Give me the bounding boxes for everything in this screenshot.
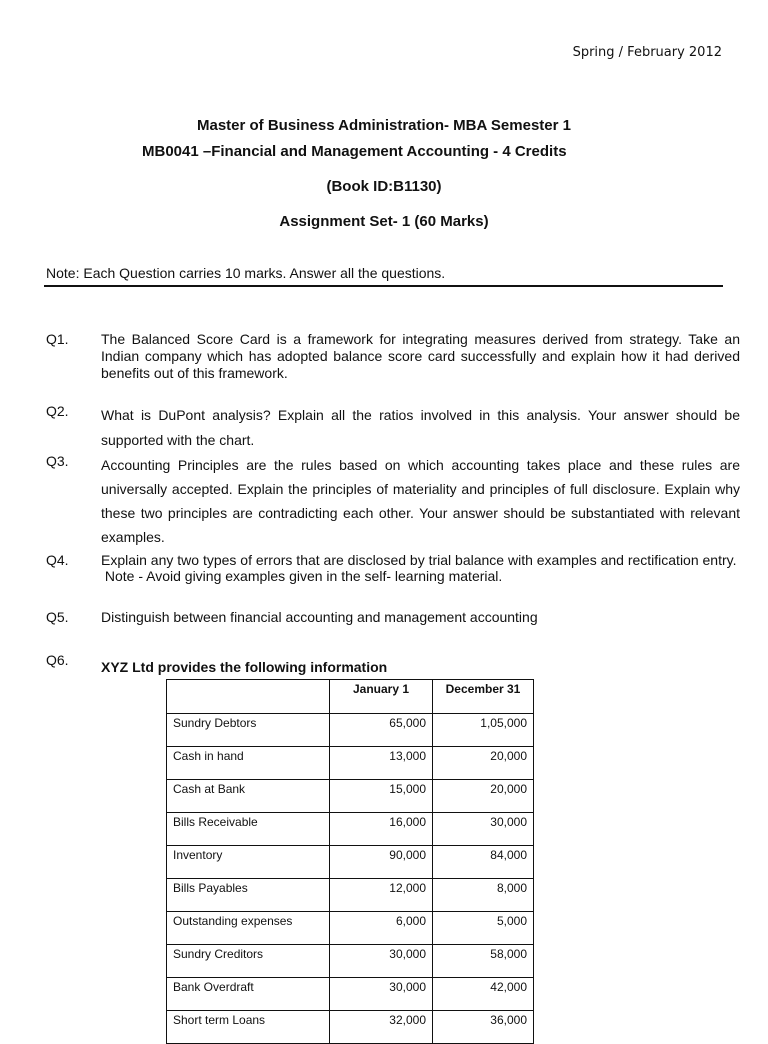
question-number: Q6. <box>46 652 69 668</box>
book-id: (Book ID:B1130) <box>326 178 442 195</box>
dec-value: 8,000 <box>433 879 534 912</box>
jan-value: 90,000 <box>330 846 433 879</box>
dec-value: 20,000 <box>433 780 534 813</box>
jan-value: 30,000 <box>330 945 433 978</box>
question-number: Q4. <box>46 552 69 568</box>
instructions-note: Note: Each Question carries 10 marks. Answer all the questions. <box>46 265 446 281</box>
jan-value: 30,000 <box>330 978 433 1011</box>
table-header: December 31 <box>433 680 534 714</box>
course-title: MB0041 –Financial and Management Accounting - 4 Credits <box>142 143 567 160</box>
table-row <box>167 813 534 846</box>
question-text: XYZ Ltd provides the following information <box>101 659 388 675</box>
programme-title: Master of Business Administration- MBA Semester 1 <box>197 117 571 134</box>
row-label: Cash at Bank <box>167 780 330 813</box>
question-number: Q5. <box>46 609 69 625</box>
table-row <box>167 1011 534 1044</box>
divider <box>44 285 723 287</box>
dec-value: 30,000 <box>433 813 534 846</box>
table-row <box>167 945 534 978</box>
question-text: Explain any two types of errors that are disclosed by trial balance with examples and rectification entry. <box>101 552 737 568</box>
question-block <box>101 552 740 584</box>
jan-value: 16,000 <box>330 813 433 846</box>
dec-value: 42,000 <box>433 978 534 1011</box>
question-note: Note - Avoid giving examples given in the self- learning material. <box>101 568 503 584</box>
row-label: Sundry Debtors <box>167 714 330 747</box>
dec-value: 58,000 <box>433 945 534 978</box>
question-text: Accounting Principles are the rules based on which accounting takes place and these rules are universally accepted. Explain the principles of materiality and principles of full disclosure. Explain why these two principles are contradicting each other. Your answer should be substantiated with relevant examples. <box>101 457 740 545</box>
question-number: Q1. <box>46 331 69 347</box>
question-number: Q3. <box>46 453 69 469</box>
jan-value: 6,000 <box>330 912 433 945</box>
table-header: January 1 <box>330 680 433 714</box>
row-label: Inventory <box>167 846 330 879</box>
dec-value: 84,000 <box>433 846 534 879</box>
dec-value: 1,05,000 <box>433 714 534 747</box>
row-label: Cash in hand <box>167 747 330 780</box>
row-label: Bills Payables <box>167 879 330 912</box>
dec-value: 36,000 <box>433 1011 534 1044</box>
table-row <box>167 846 534 879</box>
row-label: Sundry Creditors <box>167 945 330 978</box>
row-label: Short term Loans <box>167 1011 330 1044</box>
row-label: Bills Receivable <box>167 813 330 846</box>
jan-value: 65,000 <box>330 714 433 747</box>
table-row <box>167 780 534 813</box>
assignment-title: Assignment Set- 1 (60 Marks) <box>279 213 489 230</box>
table-row <box>167 747 534 780</box>
table-row <box>167 714 534 747</box>
dec-value: 20,000 <box>433 747 534 780</box>
question-text: Distinguish between financial accounting and management accounting <box>101 609 538 625</box>
row-label: Bank Overdraft <box>167 978 330 1011</box>
balance-table <box>166 679 534 1044</box>
table-row <box>167 879 534 912</box>
jan-value: 15,000 <box>330 780 433 813</box>
table-row <box>167 912 534 945</box>
question-text: The Balanced Score Card is a framework for integrating measures derived from strategy. Take an Indian company which has adopted balance score card successfully and explain how it had derived benefits out of this framework. <box>101 331 740 381</box>
jan-value: 12,000 <box>330 879 433 912</box>
table-header-row <box>167 680 534 714</box>
table-row <box>167 978 534 1011</box>
session-label: Spring / February 2012 <box>572 45 722 60</box>
question-text: What is DuPont analysis? Explain all the ratios involved in this analysis. Your answer should be supported with the chart. <box>101 407 740 448</box>
jan-value: 32,000 <box>330 1011 433 1044</box>
jan-value: 13,000 <box>330 747 433 780</box>
row-label: Outstanding expenses <box>167 912 330 945</box>
table-header <box>167 680 330 714</box>
dec-value: 5,000 <box>433 912 534 945</box>
question-number: Q2. <box>46 403 69 419</box>
